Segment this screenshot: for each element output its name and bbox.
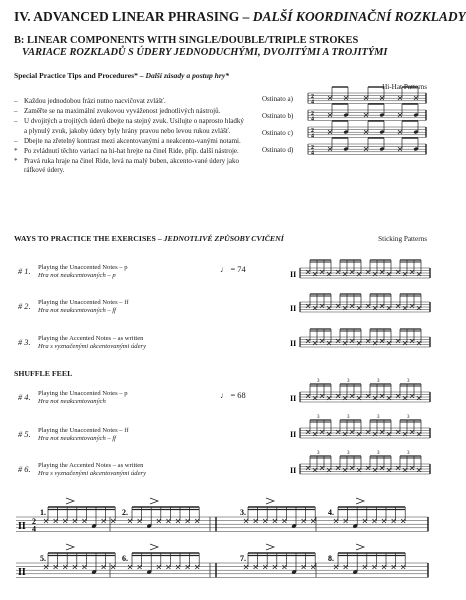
exercise-label-cz: Hra not neakcentovaných – ff: [38, 307, 117, 314]
exercise-label-en: Playing the Unaccented Notes – ff: [38, 299, 129, 306]
exercise-label-en: Playing the Unaccented Notes – p: [38, 390, 128, 397]
time-signature: 4: [311, 116, 314, 123]
percussion-clef: II: [290, 304, 297, 313]
exercise-note: [311, 565, 315, 569]
triplet-mark: 3: [317, 415, 320, 420]
exercise-note: [166, 519, 170, 523]
exercise-note: [392, 565, 396, 569]
triplet-mark: 3: [317, 379, 320, 384]
triplet-mark: 3: [377, 451, 380, 456]
ways-title-en: WAYS TO PRACTICE THE EXERCISES –: [14, 234, 164, 243]
triplet-mark: 3: [407, 415, 410, 420]
exercise-note: [102, 565, 106, 569]
percussion-clef: II: [18, 567, 26, 578]
ostinato-label: Ostinato d): [262, 146, 294, 154]
triplet-mark: 3: [377, 415, 380, 420]
ways-title-cz: JEDNOTLIVÉ ZPŮSOBY CVIČENÍ: [163, 234, 284, 243]
exercise-number: # 1.: [18, 267, 31, 276]
exercise-note: [282, 565, 286, 569]
sticking-patterns-title: Sticking Patterns: [378, 235, 427, 243]
percussion-clef: II: [290, 339, 297, 348]
exercise-note: [263, 519, 267, 523]
exercise-label-cz: Hra not neakcentovaných: [38, 398, 106, 405]
tempo-value: = 68: [230, 391, 246, 400]
exercise-label-en: Playing the Accented Notes – as written: [38, 462, 144, 469]
page-title-cz: DALŠÍ KOORDINAČNÍ ROZKLADY: [252, 9, 466, 24]
ostinato-label: Ostinato b): [262, 112, 294, 120]
exercise-note: [73, 519, 77, 523]
page-title-en: IV. ADVANCED LINEAR PHRASING –: [14, 9, 253, 24]
exercise-note: [82, 565, 86, 569]
sticking-staff: [290, 329, 430, 348]
practice-tips-title-cz: Další zásady a postup hry*: [145, 71, 230, 80]
exercise-label-en: Playing the Unaccented Notes – p: [38, 264, 128, 271]
exercise-note: [334, 565, 338, 569]
triplet-mark: 3: [317, 451, 320, 456]
percussion-clef: II: [18, 521, 26, 532]
exercise-note: [111, 565, 115, 569]
exercise-note: [44, 565, 48, 569]
sticking-staff: [290, 379, 430, 403]
exercise-note: [302, 565, 306, 569]
measure-number: 5.: [40, 554, 46, 563]
exercise-note: [382, 519, 386, 523]
tempo-value: = 74: [230, 265, 246, 274]
exercise-note: [138, 565, 142, 569]
ostinato-label: Ostinato c): [262, 129, 293, 137]
exercise-note: [176, 519, 180, 523]
measure-number: 7.: [240, 554, 246, 563]
tip-item: – Dbejte na zřetelný kontrast mezi akcentovanými a neakcento-vanými notami.: [12, 137, 244, 147]
exercise-note: [392, 519, 396, 523]
exercise-staff: [16, 498, 428, 533]
time-signature: 2: [311, 111, 314, 117]
exercise-note: [382, 565, 386, 569]
hihat-patterns-title: Hi-Hat Patterns: [382, 83, 427, 91]
percussion-clef: II: [290, 270, 297, 279]
exercise-label-cz: Hra not neakcentovaných – p: [38, 272, 116, 279]
exercise-note: [44, 519, 48, 523]
exercise-note: [282, 519, 286, 523]
triplet-mark: 3: [347, 451, 350, 456]
exercise-note: [176, 565, 180, 569]
tip-item: – U dvojitých a trojitých úderů dbejte na stejný zvuk. Usilujte o naprosto hladký a plynulý zvuk, jakoby údery byly hrány pravou nebo levou rukou zvlášť.: [12, 117, 244, 136]
measure-number: 4.: [328, 508, 334, 517]
shuffle-title: SHUFFLE FEEL: [14, 369, 73, 378]
time-signature: 4: [311, 150, 314, 157]
exercise-note: [302, 519, 306, 523]
percussion-clef: II: [290, 466, 297, 475]
sticking-staff: [290, 260, 430, 279]
accent-mark: [66, 498, 74, 504]
sticking-staff: [290, 415, 430, 439]
exercise-number: # 4.: [18, 393, 31, 402]
triplet-mark: 3: [377, 379, 380, 384]
exercise-note: [186, 565, 190, 569]
exercise-note: [166, 565, 170, 569]
exercise-label-en: Playing the Unaccented Notes – ff: [38, 427, 129, 434]
accent-mark: [356, 498, 364, 504]
sticking-staff: [290, 451, 430, 475]
time-signature: 2: [311, 128, 314, 134]
exercise-staff: [16, 544, 428, 578]
exercise-note: [334, 519, 338, 523]
triplet-mark: 3: [407, 451, 410, 456]
exercise-note: [263, 565, 267, 569]
exercise-number: # 2.: [18, 302, 31, 311]
exercise-label-cz: Hra s vyznačenými akcentovanými údery: [38, 343, 147, 350]
exercise-note: [73, 565, 77, 569]
exercise-note: [157, 519, 161, 523]
exercise-note: [273, 519, 277, 523]
exercise-note: [82, 519, 86, 523]
practice-tips-title-en: Special Practice Tips and Procedures* –: [14, 71, 146, 80]
time-signature: 4: [32, 524, 36, 534]
exercise-note: [128, 565, 132, 569]
exercise-note: [344, 519, 348, 523]
time-signature: 2: [311, 94, 314, 100]
quarter-note-icon: ♩: [220, 391, 229, 400]
exercise-note: [363, 519, 367, 523]
tip-item: – Zaměřte se na maximální zvukovou vyváženost jednotlivých nástrojů.: [12, 107, 244, 117]
exercise-note: [372, 565, 376, 569]
exercise-note: [363, 565, 367, 569]
measure-number: 2.: [122, 508, 128, 517]
quarter-note-icon: ♩: [220, 265, 229, 274]
accent-mark: [66, 544, 74, 550]
exercise-note: [54, 565, 58, 569]
exercise-note: [111, 519, 115, 523]
exercise-number: # 6.: [18, 465, 31, 474]
exercise-note: [344, 565, 348, 569]
exercise-number: # 3.: [18, 338, 31, 347]
sticking-staff: [290, 294, 430, 313]
exercise-note: [54, 519, 58, 523]
time-signature: 2: [32, 517, 36, 526]
exercise-note: [311, 519, 315, 523]
exercise-note: [401, 565, 405, 569]
exercise-note: [102, 519, 106, 523]
accent-mark: [266, 544, 274, 550]
exercise-note: [254, 519, 258, 523]
accent-mark: [150, 544, 158, 550]
exercise-note: [401, 519, 405, 523]
exercise-note: [244, 519, 248, 523]
exercise-note: [186, 519, 190, 523]
accent-mark: [266, 498, 274, 504]
exercise-note: [254, 565, 258, 569]
ostinato-label: Ostinato a): [262, 95, 293, 103]
triplet-mark: 3: [347, 415, 350, 420]
accent-mark: [150, 498, 158, 504]
exercise-note: [244, 565, 248, 569]
tip-item: * Pravá ruka hraje na činel Ride, levá na malý buben, akcento-vané údery jako ráfkové údery.: [12, 157, 244, 176]
subtitle-cz: VARIACE ROZKLADŮ S ÚDERY JEDNODUCHÝMI, DVOJITÝMI A TROJITÝMI: [22, 47, 388, 58]
exercise-number: # 5.: [18, 430, 31, 439]
time-signature: 2: [311, 145, 314, 151]
measure-number: 8.: [328, 554, 334, 563]
measure-number: 1.: [40, 508, 46, 517]
exercise-label-cz: Hra not neakcentovaných – ff: [38, 435, 117, 442]
time-signature: 4: [311, 99, 314, 106]
percussion-clef: II: [290, 430, 297, 439]
triplet-mark: 3: [347, 379, 350, 384]
exercise-label-cz: Hra s vyznačenými akcentovanými údery: [38, 470, 147, 477]
tip-item: – Každou jednodobou frázi nutno nacvičovat zvlášť.: [12, 97, 244, 107]
exercise-note: [195, 565, 199, 569]
time-signature: 4: [311, 133, 314, 140]
triplet-mark: 3: [407, 379, 410, 384]
exercise-note: [372, 519, 376, 523]
percussion-clef: II: [290, 394, 297, 403]
exercise-note: [195, 519, 199, 523]
exercise-note: [63, 519, 67, 523]
measure-number: 3.: [240, 508, 246, 517]
exercise-note: [138, 519, 142, 523]
subtitle-en: B: LINEAR COMPONENTS WITH SINGLE/DOUBLE/TRIPLE STROKES: [14, 35, 359, 46]
exercise-note: [273, 565, 277, 569]
exercise-note: [128, 519, 132, 523]
exercise-note: [63, 565, 67, 569]
exercise-label-en: Playing the Accented Notes – as written: [38, 335, 144, 342]
accent-mark: [356, 544, 364, 550]
measure-number: 6.: [122, 554, 128, 563]
tip-item: * Po zvládnutí těchto variací na hi-hat hrejte na činel Ride, příp. další nástroje.: [12, 147, 244, 157]
exercise-note: [157, 565, 161, 569]
